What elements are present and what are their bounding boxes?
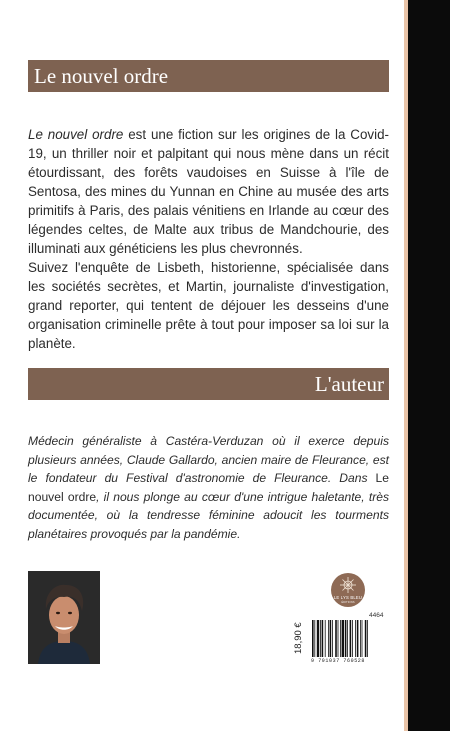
barcode-bar <box>345 620 347 657</box>
bio-text-2: , il nous plonge au cœur d'une intrigue haletante, très documentée, où la tendresse féminine adoucit les tourments planétaires provoqués par la pandémie. <box>28 489 390 541</box>
barcode-bar <box>328 620 329 657</box>
publisher-logo <box>331 573 365 607</box>
isbn-digits: 9 791037 760528 <box>311 658 366 664</box>
price-label: 18,90 € <box>293 622 304 654</box>
author-band <box>28 368 389 400</box>
author-band-label: L'auteur <box>314 372 384 396</box>
lys-flower-icon <box>331 573 365 595</box>
barcode-bar <box>342 620 344 657</box>
bio-book-title: Le nouvel ordre <box>28 471 389 504</box>
barcode-bar <box>338 620 339 657</box>
barcode-bar <box>320 620 321 657</box>
author-bio <box>28 432 389 543</box>
book-spine <box>408 0 450 731</box>
title-band <box>28 60 389 92</box>
barcode-bar <box>332 620 333 657</box>
barcode-bars <box>311 620 389 658</box>
barcode-bar <box>352 620 353 657</box>
barcode-bar <box>367 620 368 657</box>
author-photo <box>28 571 100 664</box>
author-portrait-image <box>28 571 100 664</box>
barcode-bar <box>325 620 326 657</box>
blurb-book-title: Le nouvel ordre <box>28 127 124 142</box>
barcode-bar <box>365 620 367 657</box>
barcode-bar <box>347 620 348 657</box>
barcode-bar <box>317 620 319 657</box>
back-code: 4464 <box>369 612 384 619</box>
blurb-paragraph-1 <box>28 125 389 258</box>
barcode-bar <box>314 620 315 657</box>
barcode-bar <box>322 620 324 657</box>
title-band-label: Le nouvel ordre <box>34 64 169 88</box>
blurb-paragraph-1-text: est une fiction sur les origines de la Covid-19, un thriller noir et palpitant qui nous mène dans un récit étourdissant, des forêts vaudoises en Suisse à l'île de Sentosa, des mines du Yunnan en Chine au musée des arts primitifs à Paris, des palais vénitiens en Irlande au cœur des légendes celtes, de Malte aux tribus de Mandchourie, des illuminati aux généticiens les plus chevronnés. <box>28 127 389 256</box>
bio-text-1: Médecin généraliste à Castéra-Verduzan où il exerce depuis plusieurs années, Claude Gallardo, ancien maire de Fleurance, est le fondateur du Festival d'astronomie de Fleurance. Dans <box>28 434 389 485</box>
publisher-sub: ÉDITIONS <box>341 600 355 604</box>
barcode-bar <box>362 620 363 657</box>
barcode-bar <box>360 620 361 657</box>
blurb-paragraph-2: Suivez l'enquête de Lisbeth, historienne, spécialisée dans les sociétés secrètes, et Martin, journaliste d'investigation, grand reporter, qui tentent de déjouer les desseins d'une organisation criminelle prête à tout pour imposer sa loi sur la planète. <box>28 260 389 351</box>
barcode-bar <box>330 620 332 657</box>
barcode-bar <box>312 620 314 657</box>
barcode-bar <box>357 620 359 657</box>
barcode-bar <box>340 620 341 657</box>
barcode-bar <box>350 620 352 657</box>
publisher-name: LE LYS BLEU <box>333 595 363 600</box>
book-blurb <box>28 125 389 353</box>
barcode-bar <box>335 620 337 657</box>
barcode-bar <box>355 620 356 657</box>
